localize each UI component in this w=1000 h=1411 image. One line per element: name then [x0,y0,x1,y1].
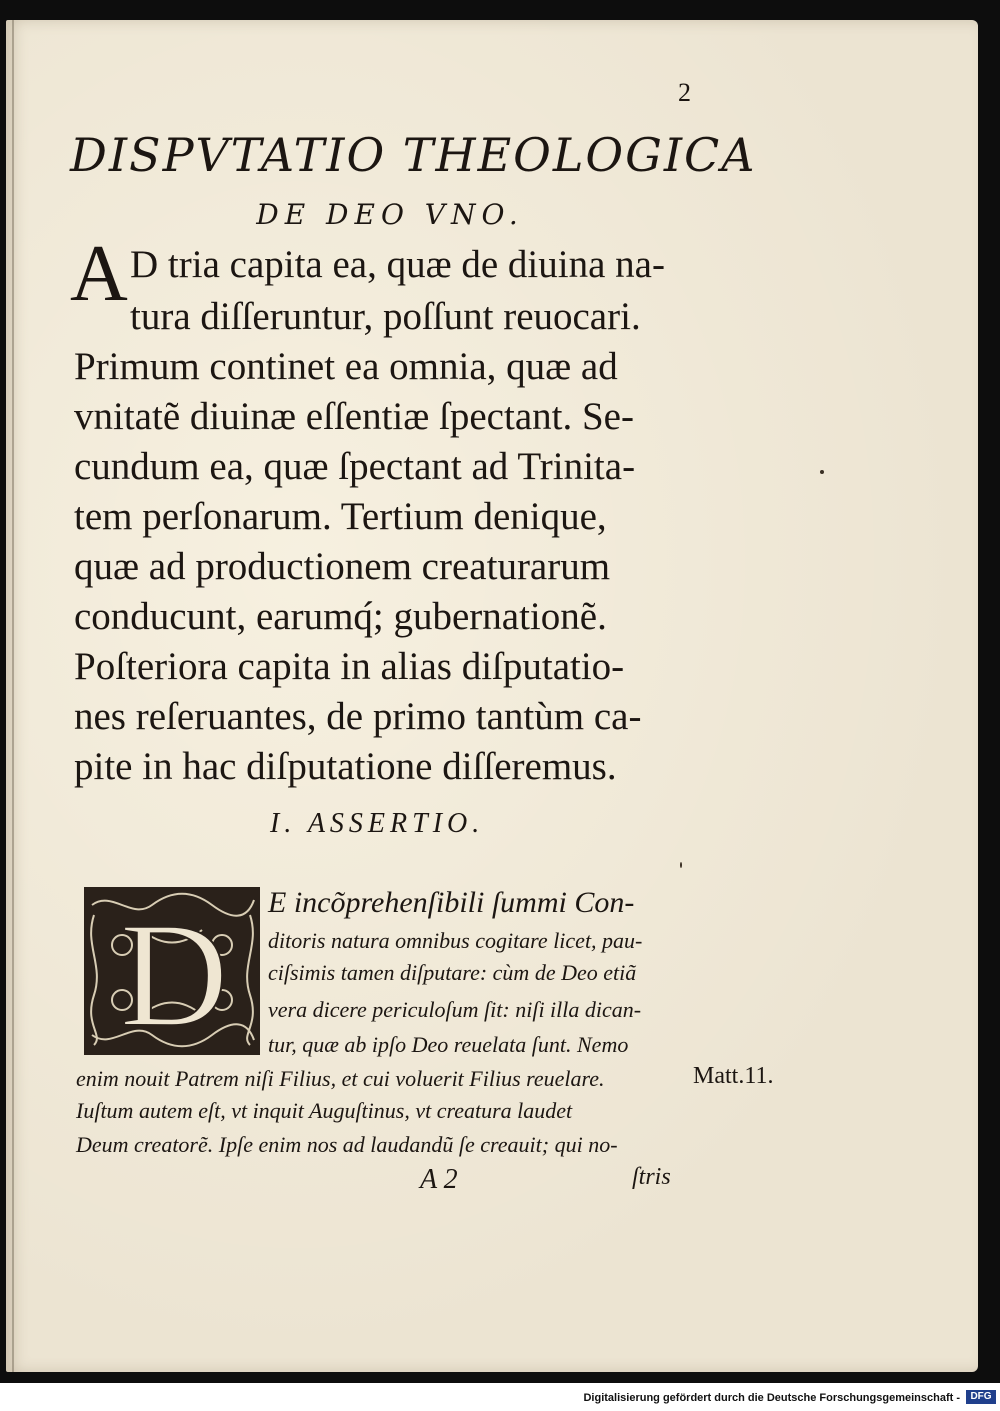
initial-letter-a: A [70,230,128,318]
paper-speck [680,862,682,868]
signature-mark: A 2 [420,1164,458,1195]
italic-line: enim nouit Patrem niſi Filius, et cui voluerit Filius reuelare. [76,1066,605,1091]
ornament-icon [82,885,262,1057]
initial-letter-d: D [119,892,229,1057]
page-subtitle: DE DEO VNO. [256,198,524,231]
body-line: tura diſſeruntur, poſſunt reuocari. [130,295,641,338]
body-line: vnitatẽ diuinæ eſſentiæ ſpectant. Se- [74,395,634,438]
italic-line: vera dicere periculoſum ſit: niſi illa dican- [268,997,642,1022]
page-title: DISPVTATIO THEOLOGICA [70,128,757,182]
body-line: conducunt, earumq́; gubernationẽ. [74,595,607,638]
body-line: Primum continet ea omnia, quæ ad [74,345,618,388]
catchword: ſtris [632,1164,671,1190]
body-line: D tria capita ea, quæ de diuina na- [130,243,665,286]
italic-line: tur, quæ ab ipſo Deo reuelata ſunt. Nemo [268,1032,629,1057]
section-heading: I. ASSERTIO. [270,808,485,839]
page-number: 2 [678,78,691,107]
decorated-initial-d [82,885,262,1057]
body-line: quæ ad productionem creaturarum [74,545,611,588]
body-line: Poſteriora capita in alias diſputatio- [74,645,625,688]
dfg-logo-icon: DFG [966,1390,996,1404]
margin-note: Matt.11. [693,1063,774,1089]
page-gutter [12,20,14,1372]
paper-speck [820,470,824,474]
italic-line: Iuſtum autem eſt, vt inquit Auguſtinus, vt creatura laudet [76,1098,573,1123]
italic-line: E incõprehenſibili ſummi Con- [268,886,635,919]
body-line: pite in hac diſputatione diſſeremus. [74,745,617,788]
italic-line: ditoris natura omnibus cogitare licet, pau- [268,928,643,953]
italic-line: ciſsimis tamen diſputare: cùm de Deo etiã [268,960,637,985]
body-line: cundum ea, quæ ſpectant ad Trinita- [74,445,636,488]
body-line: tem perſonarum. Tertium denique, [74,495,607,538]
body-line: nes reſeruantes, de primo tantùm ca- [74,695,642,738]
footer-credit: Digitalisierung gefördert durch die Deutsche Forschungsgemeinschaft - [583,1392,960,1404]
italic-line: Deum creatorẽ. Ipſe enim nos ad laudandũ ſe creauit; qui no- [76,1132,618,1157]
